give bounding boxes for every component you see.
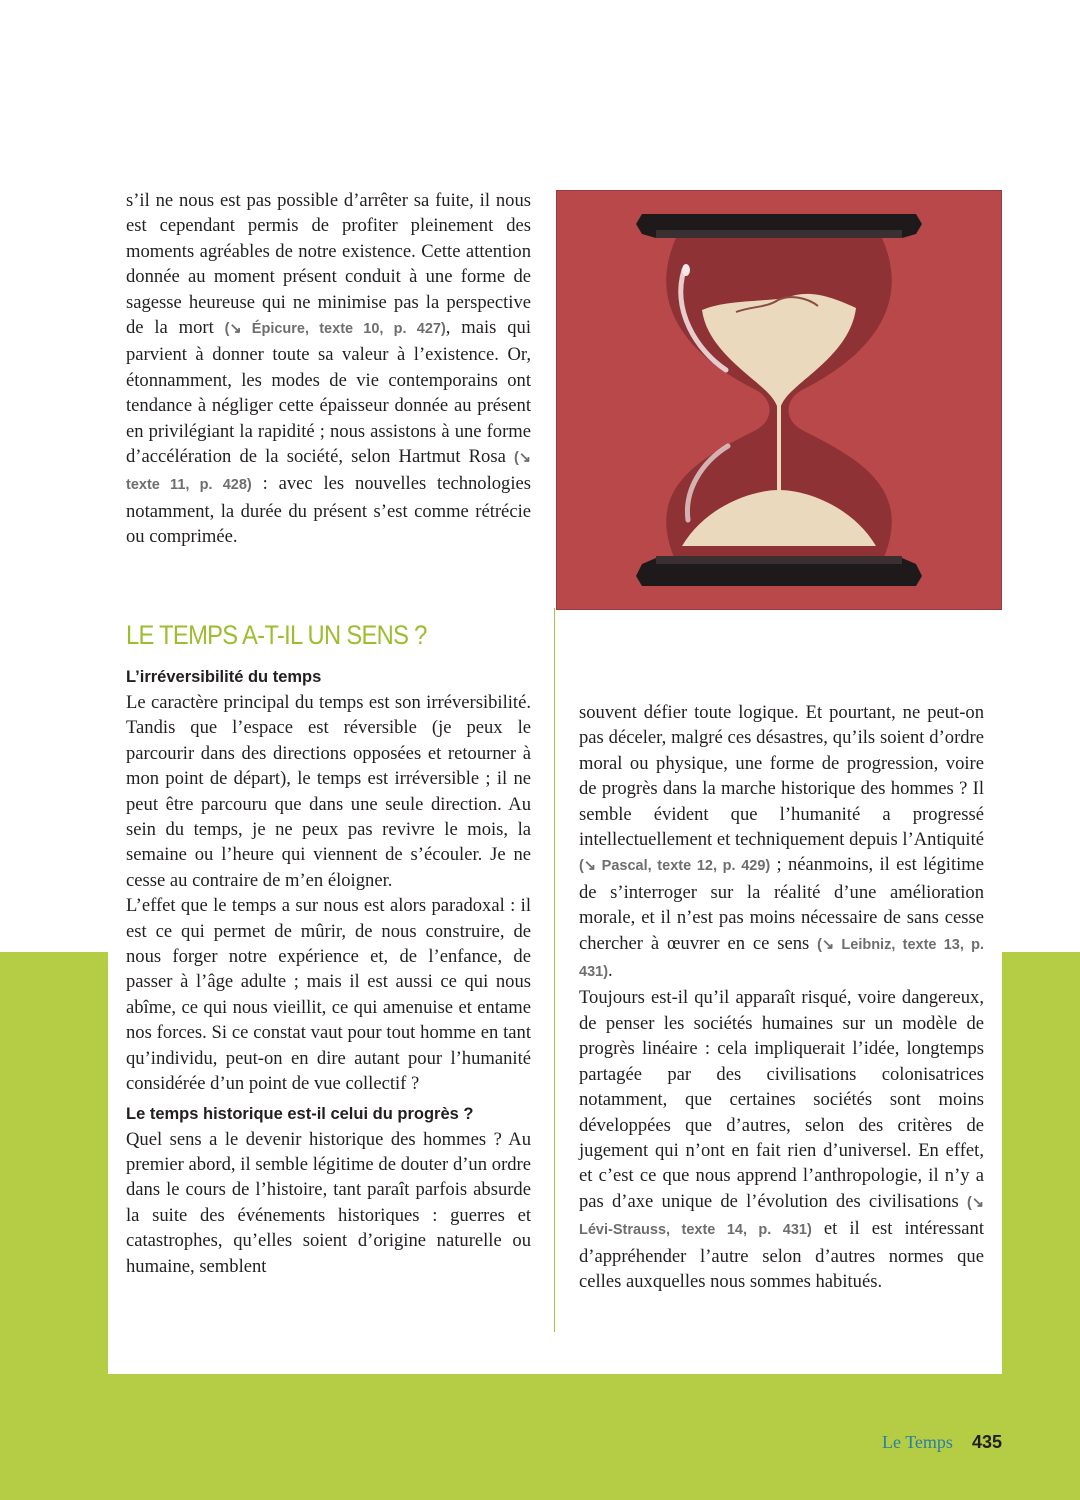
reference-levi-strauss: (↘ Lévi-Strauss, texte 14, p. 431) (579, 1194, 984, 1239)
intro-text-2: , mais qui parvient à donner toute sa valeur à l’existence. Or, étonnamment, les modes de vie contemporains ont tendance à négliger cette épaisseur donnée au présent en privilégiant la rapidité ; nous assistons à une forme d’accélération de la société, selon Hartmut Rosa (126, 317, 531, 468)
column-divider (554, 608, 555, 1332)
reference-epicure: (↘ Épicure, texte 10, p. 427) (224, 321, 446, 338)
subheading-irreversibility: L’irréversibilité du temps (126, 668, 322, 686)
paragraph-historical-sense: Quel sens a le devenir historique des hommes ? Au premier abord, il semble légitime de douter d’un ordre dans le cours de l’histoire, tant paraît parfois absurde la suite des événements historiques : guerres et catastrophes, qu’elles soient d’origine naturelle ou humaine, semblent (126, 1128, 531, 1277)
section-title: LE TEMPS A-T-IL UN SENS ? (126, 620, 427, 650)
glass-glint (682, 264, 690, 276)
reference-leibniz: (↘ Leibniz, texte 13, p. 431) (579, 936, 984, 981)
paragraph-linear-progress: Toujours est-il qu’il apparaît risqué, voire dangereux, de penser les sociétés humaines sur un modèle de progrès linéaire : cela impliquerait l’idée, longtemps partagée par des civilisations colonisatrices notamment, que certaines sociétés sont moins développées que d’autres, selon des critères de jugement qui n’ont en fait rien d’universel. En effet, et c’est ce que nous apprend l’anthropologie, il n’y a pas d’axe unique de l’évolution des civilisations (↘ Lévi-Strauss, texte 14, p. 431) et il est intéressant d’appréhender l’autre selon d’autres normes que celles auxquelles nous sommes habitués. (579, 987, 985, 1292)
right-column-text (579, 700, 984, 1294)
intro-text-1: s’il ne nous est pas possible d’arrêter sa fuite, il nous est cependant permis de profiter pleinement des moments agréables de notre existence. Cette attention donnée au moment présent conduit à une forme de sagesse heureuse qui ne minimise pas la perspective de la mort (126, 190, 531, 339)
footer-chapter-label: Le Temps (882, 1432, 953, 1452)
bottom-base-rim (656, 556, 902, 564)
reference-pascal: (↘ Pascal, texte 12, p. 429) (579, 858, 771, 875)
paragraph-progress-continued: souvent défier toute logique. Et pourtant, ne peut-on pas déceler, malgré ces désastres, qu’ils soient d’ordre moral ou physique, une forme de progression, voire de progrès dans la marche historique des hommes ? Il semble évident que l’humanité a progressé intellectuellement et techniquement depuis l’Antiquité (↘ Pascal, texte 12, p. 429) ; néanmoins, il est légitime de s’interroger sur la réalité d’une amélioration morale, et il n’est pas moins nécessaire de sans cesse chercher à œuvrer en ce sens (↘ Leibniz, texte 13, p. 431). (579, 702, 984, 982)
intro-paragraph (126, 188, 531, 550)
page-number: 435 (971, 1432, 1002, 1452)
subheading-progress: Le temps historique est-il celui du progrès ? (126, 1104, 474, 1123)
page-footer (882, 1432, 1002, 1453)
top-cap-rim (656, 230, 902, 238)
hourglass-illustration (556, 190, 1002, 610)
intro-text-3: : avec les nouvelles technologies notamment, la durée du présent s’est comme rétrécie ou comprimée. (126, 473, 532, 548)
reference-rosa: (↘ texte 11, p. 428) (126, 450, 531, 494)
left-column-text (126, 665, 531, 1279)
paragraph-paradox: L’effet que le temps a sur nous est alors paradoxal : il est ce qui permet de mûrir, de nous construire, de nous forger notre expérience et, de l’enfance, de passer à l’âge adulte ; mais il est aussi ce qui nous abîme, ce qui nous vieillit, ce qui amenuise et entame nos forces. Si ce constat vaut pour tout homme en tant qu’individu, peut-on en dire autant pour l’humanité considérée d’un point de vue collectif ? (126, 895, 531, 1095)
paragraph-irreversibility: Le caractère principal du temps est son irréversibilité. Tandis que l’espace est réversible (je peux le parcourir dans des directions opposées et retourner à mon point de départ), le temps est irréversible ; il ne peut être parcouru que dans une seule direction. Au sein du temps, je ne peux pas revivre le mois, la semaine ou l’heure qui viennent de s’écouler. Je ne cesse au contraire de m’en éloigner. (126, 692, 531, 891)
